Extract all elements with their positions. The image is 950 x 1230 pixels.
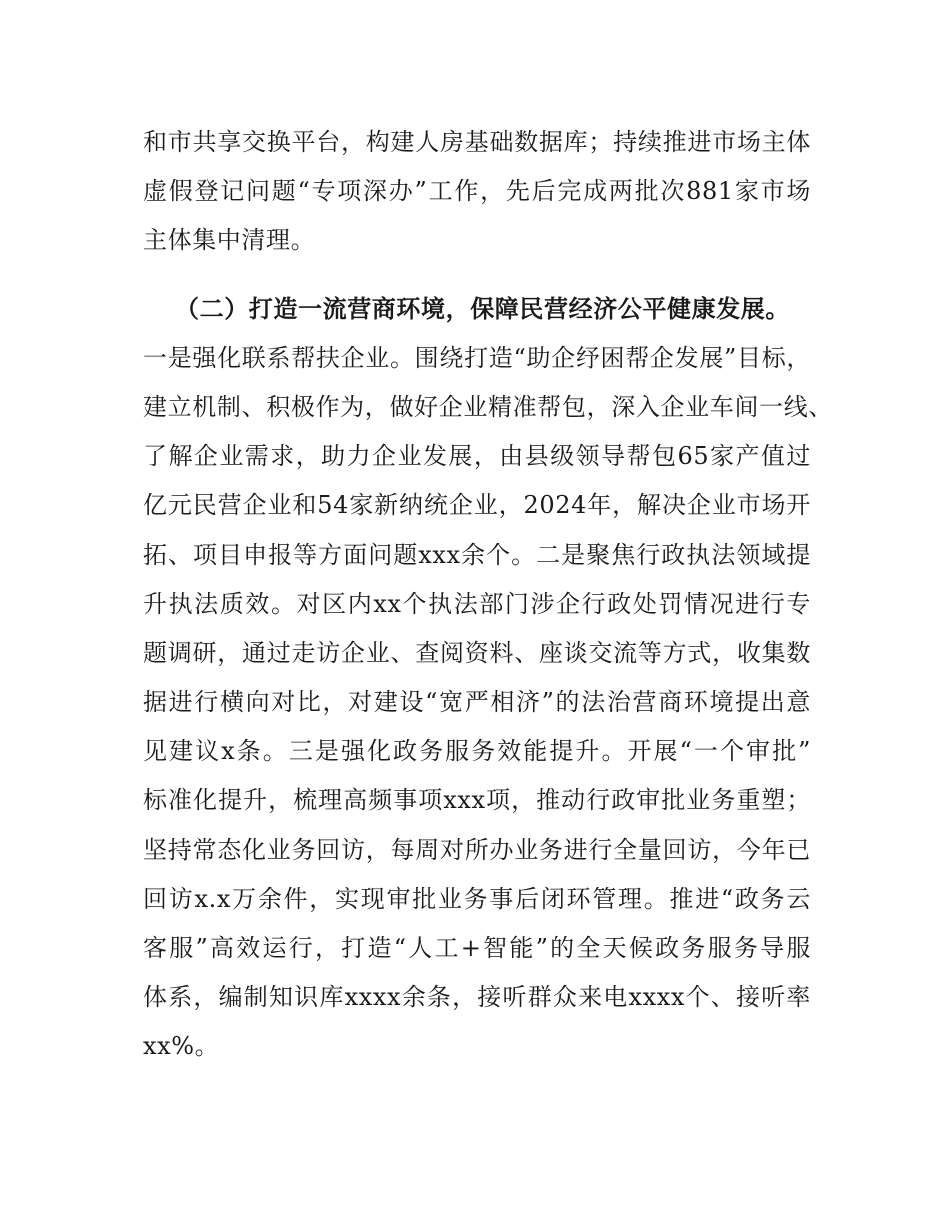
document-page: [143, 118, 833, 1072]
paragraph-2: [143, 334, 833, 1072]
text-line: 见建议x条。三是强化政务服务效能提升。开展“一个审批”: [143, 737, 811, 766]
text-line: 题调研，通过走访企业、查阅资料、座谈交流等方式，收集数: [143, 638, 811, 667]
text-line: 体系，编制知识库xxxx余条，接听群众来电xxxx个、接听率: [143, 983, 811, 1012]
text-line: 虚假登记问题“专项深办”工作，先后完成两批次881家市场: [143, 177, 811, 206]
text-line: 拓、项目申报等方面问题xxx余个。二是聚焦行政执法领域提: [143, 540, 811, 569]
text-line: 升执法质效。对区内xx个执法部门涉企行政处罚情况进行专: [143, 589, 811, 618]
text-line: 标准化提升，梳理高频事项xxx项，推动行政审批业务重塑；: [143, 786, 811, 815]
text-line: 亿元民营企业和54家新纳统企业，2024年，解决企业市场开: [143, 491, 811, 520]
text-line: 主体集中清理。: [143, 226, 316, 255]
text-line: 一是强化联系帮扶企业。围绕打造“助企纾困帮企发展”目标，: [143, 343, 811, 372]
text-line: 据进行横向对比，对建设“宽严相济”的法治营商环境提出意: [143, 688, 811, 717]
paragraph-1: [143, 118, 811, 266]
section-heading: （二）打造一流营商环境，保障民营经济公平健康发展。: [175, 294, 790, 323]
text-line: 坚持常态化业务回访，每周对所办业务进行全量回访，今年已: [143, 835, 811, 864]
text-line: 客服”高效运行，打造“人工+智能”的全天候政务服务导服: [143, 934, 811, 962]
text-line: 回访x.x万余件，实现审批业务事后闭环管理。推进“政务云: [143, 884, 811, 913]
text-line: xx%。: [143, 1032, 220, 1061]
text-line: 和市共享交换平台，构建人房基础数据库；持续推进市场主体: [143, 128, 811, 156]
text-line: 建立机制、积极作为，做好企业精准帮包，深入企业车间一线、: [143, 392, 833, 421]
text-line: 了解企业需求，助力企业发展，由县级领导帮包65家产值过: [143, 442, 811, 471]
